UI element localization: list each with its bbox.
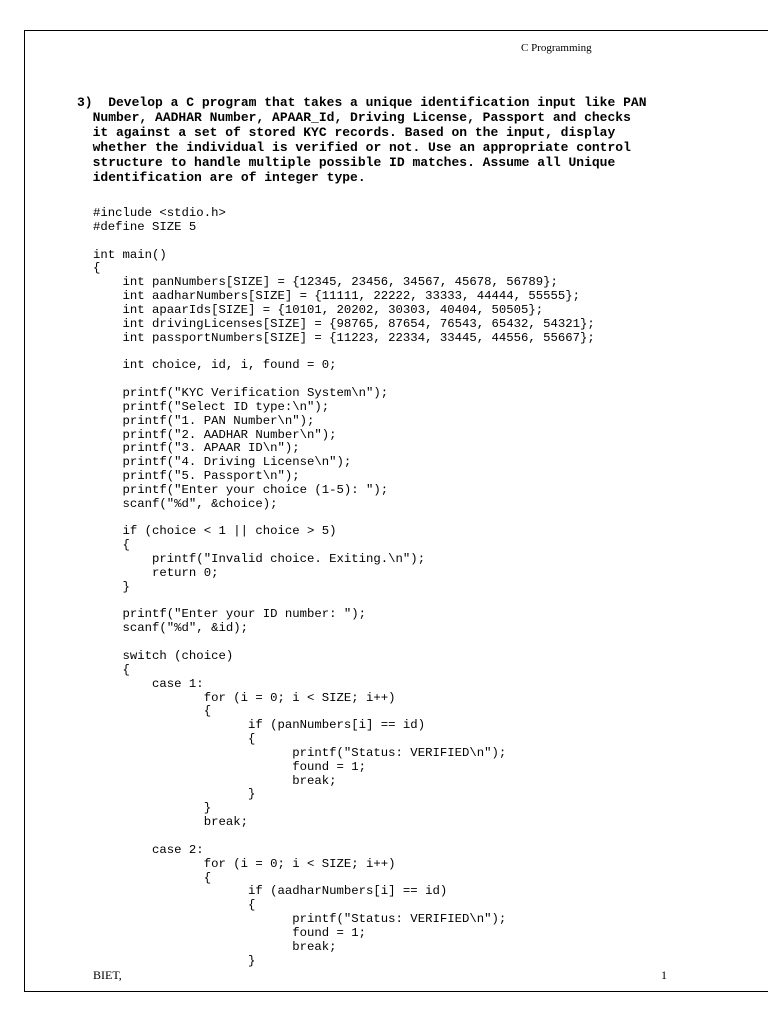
code-line: int passportNumbers[SIZE] = {11223, 22334, 33445, 44556, 55667}; — [93, 330, 595, 345]
code-line: case 2: — [93, 842, 204, 857]
code-line: case 1: — [93, 676, 204, 691]
code-line: return 0; — [93, 565, 219, 580]
code-line: printf("3. APAAR ID\n"); — [93, 441, 300, 456]
code-line: { — [93, 538, 130, 553]
code-line — [93, 830, 595, 844]
code-line: found = 1; — [93, 759, 367, 774]
code-line: { — [93, 898, 256, 913]
question-line: Number, AADHAR Number, APAAR_Id, Driving License, Passport and checks — [77, 110, 631, 125]
code-line: break; — [93, 815, 248, 830]
code-line: switch (choice) — [93, 649, 234, 663]
code-line: printf("KYC Verification System\n"); — [93, 385, 389, 400]
code-line: printf("Enter your choice (1-5): "); — [93, 482, 389, 497]
code-line: printf("4. Driving License\n"); — [93, 455, 352, 470]
code-line: { — [93, 662, 130, 677]
code-line: if (choice < 1 || choice > 5) — [93, 524, 337, 539]
code-line: if (aadharNumbers[i] == id) — [93, 884, 448, 899]
code-line: printf("Select ID type:\n"); — [93, 399, 330, 414]
code-line: printf("1. PAN Number\n"); — [93, 413, 315, 428]
code-line: for (i = 0; i < SIZE; i++) — [93, 856, 396, 871]
code-line — [93, 373, 595, 387]
code-line: int aadharNumbers[SIZE] = {11111, 22222, 33333, 44444, 55555}; — [93, 289, 581, 304]
question-line: identification are of integer type. — [77, 170, 366, 185]
running-header: C Programming — [521, 42, 592, 54]
code-line: scanf("%d", &choice); — [93, 496, 278, 511]
code-line — [93, 512, 595, 526]
code-line: int drivingLicenses[SIZE] = {98765, 87654, 76543, 65432, 54321}; — [93, 316, 595, 331]
code-line: int choice, id, i, found = 0; — [93, 358, 337, 373]
code-line: break; — [93, 939, 337, 954]
footer-institution: BIET, — [93, 968, 122, 982]
code-listing — [93, 207, 595, 968]
code-line — [93, 235, 595, 249]
code-line: for (i = 0; i < SIZE; i++) — [93, 690, 396, 705]
question-line: 3) Develop a C program that takes a unique identification input like PAN — [77, 95, 647, 110]
code-line: #include <stdio.h> — [93, 206, 226, 220]
code-line: int apaarIds[SIZE] = {10101, 20202, 30303, 40404, 50505}; — [93, 302, 544, 317]
code-line — [93, 636, 595, 650]
code-line — [93, 595, 595, 609]
code-line — [93, 345, 595, 359]
question-line: it against a set of stored KYC records. Based on the input, display — [77, 125, 616, 140]
code-line: { — [93, 261, 101, 276]
code-line: } — [93, 953, 256, 968]
code-line: found = 1; — [93, 925, 367, 940]
question-line: whether the individual is verified or not. Use an appropriate control — [77, 140, 631, 155]
code-line: printf("2. AADHAR Number\n"); — [93, 427, 337, 442]
code-line: if (panNumbers[i] == id) — [93, 718, 426, 733]
code-line: printf("Invalid choice. Exiting.\n"); — [93, 552, 426, 567]
code-line: printf("5. Passport\n"); — [93, 469, 300, 484]
code-line: scanf("%d", &id); — [93, 621, 248, 636]
code-line: #define SIZE 5 — [93, 219, 197, 234]
code-line: printf("Status: VERIFIED\n"); — [93, 912, 507, 927]
code-line: { — [93, 732, 256, 747]
code-line: } — [93, 579, 130, 594]
question-text — [77, 95, 717, 185]
code-line: { — [93, 870, 212, 885]
code-line: int panNumbers[SIZE] = {12345, 23456, 34567, 45678, 56789}; — [93, 275, 558, 290]
code-line: } — [93, 787, 256, 802]
question-line: structure to handle multiple possible ID matches. Assume all Unique — [77, 155, 616, 170]
code-line: } — [93, 801, 212, 816]
code-line: printf("Enter your ID number: "); — [93, 607, 367, 622]
code-line: break; — [93, 773, 337, 788]
code-line: int main() — [93, 247, 167, 262]
code-line: { — [93, 704, 212, 719]
page-number: 1 — [661, 968, 667, 982]
code-line: printf("Status: VERIFIED\n"); — [93, 745, 507, 760]
